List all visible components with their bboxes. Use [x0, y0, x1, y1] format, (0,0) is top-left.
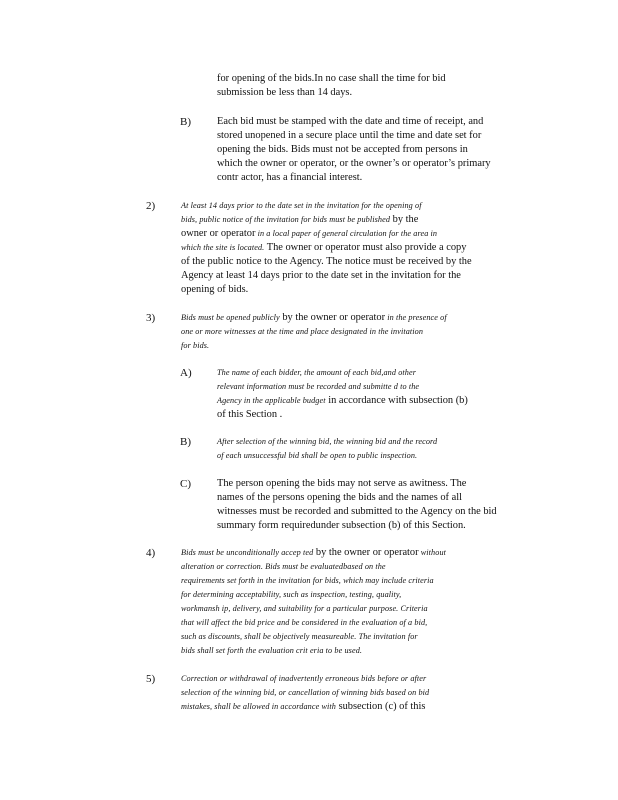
text-line: selection of the winning bid, or cancellation of winning bids based on bid: [181, 688, 430, 697]
text-line: such as discounts, shall be objectively measureable. The invitation for: [181, 632, 418, 641]
text-line: workmansh ip, delivery, and suitability for a particular purpose. Criteria: [181, 604, 428, 613]
text-line: of each unsuccessful bid shall be open to public inspection.: [217, 451, 418, 460]
item-marker: 2): [146, 200, 156, 212]
text-fragment: owner or operator: [181, 228, 256, 239]
item-marker: C): [180, 478, 191, 490]
text-fragment: by the owner or operator: [279, 312, 386, 323]
text-fragment: Bids must be opened publicly: [181, 313, 280, 322]
text-line: opening the bids. Bids must not be accepted from persons in: [217, 144, 468, 155]
text-line: for opening of the bids.In no case shall the time for bid: [217, 73, 446, 84]
text-line: of the public notice to the Agency. The notice must be received by the: [181, 256, 472, 267]
text-fragment: in the presence of: [385, 313, 447, 322]
item-marker: 3): [146, 312, 156, 324]
text-line: alteration or correction. Bids must be evaluatedbased on the: [181, 562, 386, 571]
text-line: stored unopened in a secure place until the time and date set for: [217, 130, 482, 141]
text-line: The name of each bidder, the amount of each bid,and other: [217, 368, 416, 377]
text-fragment: without: [418, 548, 447, 557]
text-fragment: The owner or operator must also provide a copy: [264, 242, 467, 253]
text-line: The person opening the bids may not serve as awitness. The: [217, 478, 467, 489]
text-line: witnesses must be recorded and submitted to the Agency on the bid: [217, 506, 497, 517]
text-fragment: subsection (c) of this: [335, 701, 426, 712]
item-4-paragraph: [181, 546, 446, 658]
text-line: After selection of the winning bid, the winning bid and the record: [217, 437, 438, 446]
text-line: relevant information must be recorded and submitte d to the: [217, 382, 420, 391]
text-line: opening of bids.: [181, 284, 249, 295]
intro-paragraph: [217, 72, 446, 100]
item-marker: 4): [146, 547, 156, 559]
text-fragment: by the owner or operator: [313, 547, 419, 558]
text-line: submission be less than 14 days.: [217, 87, 353, 98]
item-1b-paragraph: [217, 115, 491, 185]
item-2-paragraph: [181, 199, 472, 297]
item-marker: B): [180, 116, 191, 128]
text-fragment: Bids must be unconditionally accep ted: [181, 548, 314, 557]
text-line: that will affect the bid price and be considered in the evaluation of a bid,: [181, 618, 428, 627]
text-line: requirements set forth in the invitation for bids, which may include criteria: [181, 576, 434, 585]
text-line: of this Section .: [217, 409, 283, 420]
text-line: which the owner or operator, or the owner’s or operator’s primary: [217, 158, 491, 169]
item-5-paragraph: [181, 672, 429, 714]
text-line: for determining acceptability, such as inspection, testing, quality,: [181, 590, 402, 599]
text-fragment: by the: [390, 214, 419, 225]
text-line: summary form requiredunder subsection (b) of this Section.: [217, 520, 466, 531]
text-line: At least 14 days prior to the date set in the invitation for the opening of: [181, 201, 422, 210]
text-line: Each bid must be stamped with the date and time of receipt, and: [217, 116, 484, 127]
item-3a-paragraph: [217, 366, 468, 422]
text-line: contr actor, has a financial interest.: [217, 172, 363, 183]
text-line: for bids.: [181, 341, 210, 350]
text-fragment: Agency in the applicable budget: [217, 396, 326, 405]
text-line: Correction or withdrawal of inadvertently erroneous bids before or after: [181, 674, 427, 683]
text-line: names of the persons opening the bids and the names of all: [217, 492, 462, 503]
text-fragment: in accordance with subsection (b): [325, 395, 468, 406]
text-fragment: which the site is located.: [181, 243, 265, 252]
item-marker: A): [180, 367, 192, 379]
item-3b-paragraph: [217, 435, 437, 463]
text-line: Agency at least 14 days prior to the date set in the invitation for the: [181, 270, 461, 281]
text-fragment: bids, public notice of the invitation for bids must be published: [181, 215, 391, 224]
item-3-paragraph: [181, 311, 447, 353]
item-marker: 5): [146, 673, 156, 685]
item-3c-paragraph: [217, 477, 497, 533]
item-marker: B): [180, 436, 191, 448]
text-line: one or more witnesses at the time and place designated in the invitation: [181, 327, 424, 336]
text-line: bids shall set forth the evaluation crit eria to be used.: [181, 646, 363, 655]
text-fragment: mistakes, shall be allowed in accordance with: [181, 702, 336, 711]
text-fragment: in a local paper of general circulation for the area in: [255, 229, 438, 238]
